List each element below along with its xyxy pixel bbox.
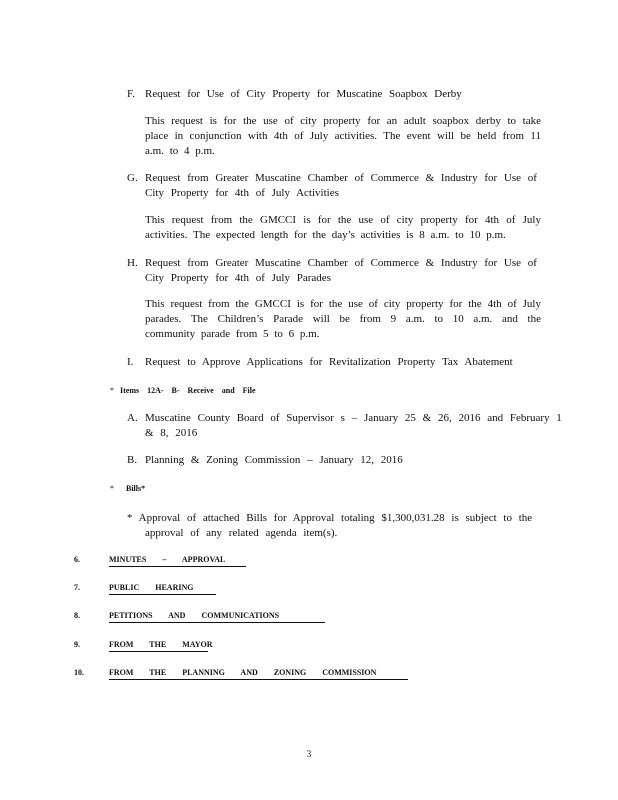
receive-a-line2: & 8, 2016 [145,427,198,439]
item-g-body: This request from the GMCCI is for the use of city property for 4th of July activities. The expected length for the day’s activities is 8 a.m. to 10 p.m. [145,214,541,241]
section-9-number: 9. [74,640,80,649]
section-8-number: 8. [74,611,80,620]
item-g-title-line2: City Property for 4th of July Activities [145,187,339,199]
receive-a-line1: Muscatine County Board of Supervisor s – January 25 & 26, 2016 and February 1 [145,412,562,424]
receive-a-letter: A. [127,412,138,424]
section-9-underline [109,651,208,652]
item-f-body: This request is for the use of city property for an adult soapbox derby to take place in conjunction with 4th of July activities. The event will be held from 11 a.m. to 4 p.m. [145,115,541,157]
section-10-underline [109,679,408,680]
item-h-body: This request from the GMCCI is for the use of city property for the 4th of July parades. The Children’s Parade will be from 9 a.m. to 10 a.m. and the community parade from 5 to 6 p.m. [145,298,541,340]
page-number: 3 [306,749,312,759]
section-9-title: FROM THE MAYOR [109,640,213,649]
item-g-letter: G. [127,172,138,184]
section-6-title: MINUTES – APPROVAL [109,555,226,564]
receive-b-letter: B. [127,454,138,466]
section-6-underline [109,566,246,567]
item-f-letter: F. [127,88,135,100]
item-i-title: Request to Approve Applications for Revitalization Property Tax Abatement [145,356,513,368]
receive-file-heading: Items 12A- B- Receive and File [120,386,256,395]
section-7-number: 7. [74,583,80,592]
bills-bullet: * [110,484,114,493]
bills-line1: * Approval of attached Bills for Approval totaling $1,300,031.28 is subject to the [127,512,533,524]
section-10-title: FROM THE PLANNING AND ZONING COMMISSION [109,668,377,677]
section-10-number: 10. [74,668,84,677]
section-8-title: PETITIONS AND COMMUNICATIONS [109,611,280,620]
section-6-number: 6. [74,555,80,564]
item-i-letter: I. [127,356,134,368]
item-h-letter: H. [127,257,138,269]
section-7-title: PUBLIC HEARING [109,583,194,592]
item-g-title-line1: Request from Greater Muscatine Chamber of Commerce & Industry for Use of [145,172,537,184]
item-f-title: Request for Use of City Property for Muscatine Soapbox Derby [145,88,462,100]
section-8-underline [109,622,325,623]
item-h-title-line2: City Property for 4th of July Parades [145,272,331,284]
receive-file-bullet: * [110,386,114,395]
receive-b-line1: Planning & Zoning Commission – January 12, 2016 [145,454,403,466]
item-h-title-line1: Request from Greater Muscatine Chamber of Commerce & Industry for Use of [145,257,537,269]
section-7-underline [109,594,216,595]
bills-heading: Bills* [126,484,146,493]
bills-line2: approval of any related agenda item(s). [145,527,338,539]
